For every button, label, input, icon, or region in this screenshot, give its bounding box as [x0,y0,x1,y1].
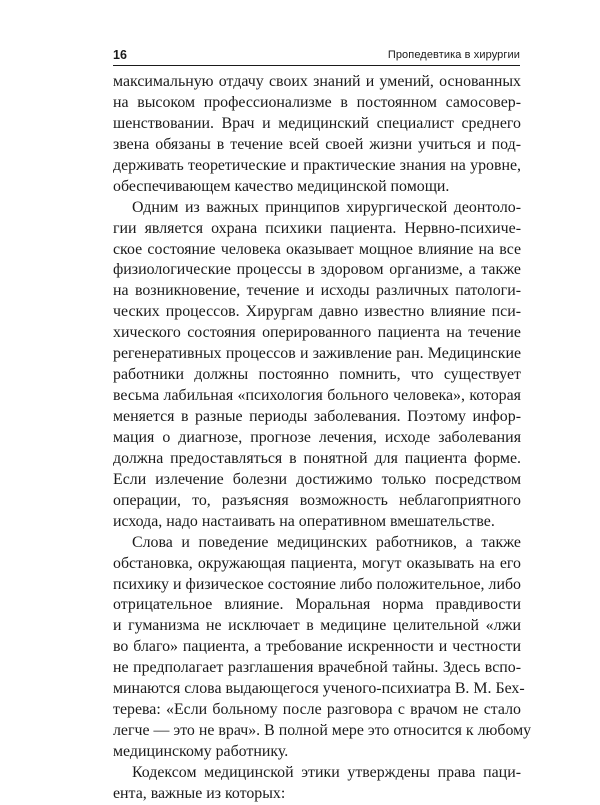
text-line: терева: «Если больному после разговора с врачом не стало [113,701,521,719]
text-line: звена обязаны в течение всей своей жизни учиться и под- [113,135,521,153]
text-line: максимальную отдачу своих знаний и умений, основанных [113,73,521,90]
text-line: ческих процессов. Хирургам давно известно влияние пси- [113,303,521,321]
running-head [113,46,520,64]
text-line: психику и физическое состояние либо положительное, либо [113,575,521,593]
text-line: регенеративных процессов и заживление ран. Медицинские [113,345,521,363]
text-line: отрицательное влияние. Моральная норма правдивости [113,596,521,614]
text-line: мация о диагнозе, прогнозе лечения, исходе заболевания [113,428,521,446]
paragraph-4 [113,763,521,805]
header-rule [113,65,520,66]
text-line: и гуманизма не исключает в медицине целительной «лжи [113,617,521,635]
text-line: Кодексом медицинской этики утверждены права паци- [132,763,521,781]
text-line: обстановка, окружающая пациента, могут оказывать на его [113,554,521,572]
text-line: обеспечивающем качество медицинской помощи. [113,177,450,195]
text-line: во благо» пациента, а требование искренности и честности [113,638,521,656]
text-line: Если излечение болезни достижимо только посредством [113,470,521,488]
text-line: меняется в разные периоды заболевания. Поэтому инфор- [113,408,521,425]
text-line: на высоком профессионализме в постоянном самосовер- [113,93,521,111]
text-line: ента, важные из которых: [113,784,286,802]
text-line: ское состояние человека оказывает мощное влияние на все [113,240,521,258]
text-line: физиологические процессы в здоровом организме, а также [113,261,521,279]
text-line: Одним из важных принципов хирургической деонтоло- [132,198,521,216]
text-line: должна предоставляться в понятной для пациента форме. [113,449,521,467]
text-line: на возникновение, течение и исходы различных патологи- [113,282,521,300]
text-line: весьма лабильная «психология больного человека», которая [113,387,521,405]
text-line: минаются слова выдающегося ученого-психиатра В. М. Бех- [113,680,525,698]
text-line: хического состояния оперированного пациента на течение [113,324,521,342]
body-text [113,72,532,805]
text-line: исхода, надо настаивать на оперативном вмешательстве. [113,512,495,530]
paragraph-2 [113,198,521,533]
text-line: гии является охрана психики пациента. Нервно-психиче- [113,219,521,237]
paragraph-3 [113,533,532,763]
text-line: Слова и поведение медицинских работников, а также [132,533,521,551]
text-line: медицинскому работнику. [113,743,289,760]
text-line: операции, то, разъясняя возможность неблагоприятного [113,491,521,509]
book-title: Пропедевтика в хирургии [387,49,520,61]
text-line: шенствовании. Врач и медицинский специалист среднего [113,114,521,132]
page-number: 16 [113,48,127,62]
text-line: работники должны постоянно помнить, что существует [113,366,521,384]
text-line: держивать теоретические и практические знания на уровне, [113,156,521,174]
paragraph-1 [113,72,521,198]
text-line: не предполагает разглашения врачебной тайны. Здесь вспо- [113,659,521,677]
text-line: легче — это не врач». В полной мере это относится к любому [113,722,532,740]
